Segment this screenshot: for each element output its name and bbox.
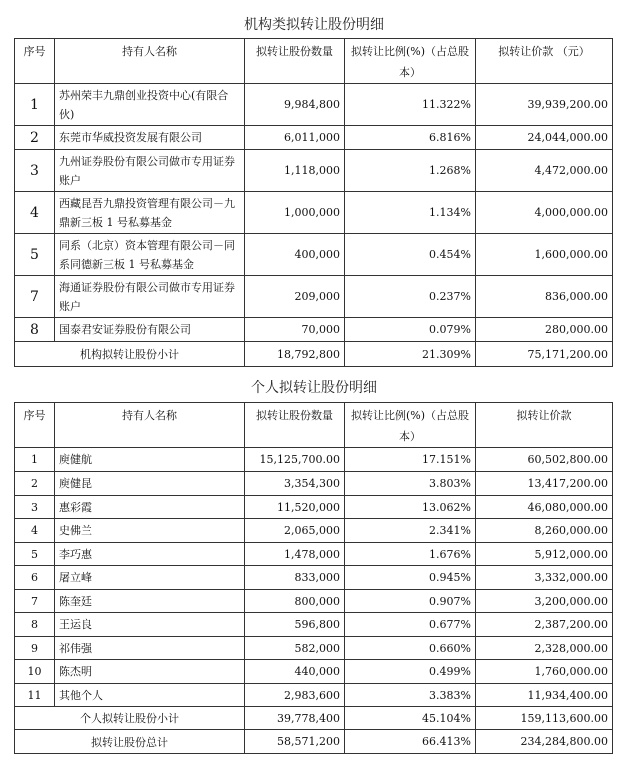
price-cell: 836,000.00	[476, 276, 613, 318]
col-header-holder: 持有人名称	[55, 39, 245, 84]
row-number: 2	[15, 126, 55, 150]
row-number: 8	[15, 318, 55, 342]
table-row	[15, 276, 613, 318]
shares-cell: 3,354,300	[245, 472, 345, 496]
holder-name: 同系（北京）资本管理有限公司－同系同德新三板 1 号私募基金	[55, 234, 245, 276]
row-number: 4	[15, 192, 55, 234]
price-cell: 60,502,800.00	[476, 448, 613, 472]
holder-name: 李巧惠	[55, 543, 245, 566]
col-header-price: 拟转让价款	[476, 403, 613, 448]
shares-cell: 6,011,000	[245, 126, 345, 150]
table-row	[15, 613, 613, 637]
price-cell: 280,000.00	[476, 318, 613, 342]
total-label: 拟转让股份总计	[15, 730, 245, 754]
table-row	[15, 84, 613, 126]
holder-name: 西藏昆吾九鼎投资管理有限公司－九鼎新三板 1 号私募基金	[55, 192, 245, 234]
table-row	[15, 472, 613, 496]
holder-name: 王运良	[55, 613, 245, 637]
table-row	[15, 192, 613, 234]
row-number: 6	[15, 566, 55, 590]
holder-name: 屠立峰	[55, 566, 245, 590]
col-header-shares: 拟转让股份数量	[245, 39, 345, 84]
shares-cell: 209,000	[245, 276, 345, 318]
shares-cell: 1,118,000	[245, 150, 345, 192]
row-number: 5	[15, 234, 55, 276]
ratio-cell: 0.499%	[345, 660, 476, 684]
holder-name: 九州证券股份有限公司做市专用证券账户	[55, 150, 245, 192]
price-cell: 4,000,000.00	[476, 192, 613, 234]
holder-name: 惠彩霞	[55, 496, 245, 519]
ratio-cell: 1.134%	[345, 192, 476, 234]
holder-name: 国泰君安证券股份有限公司	[55, 318, 245, 342]
row-number: 1	[15, 448, 55, 472]
individual-section-title: 个人拟转让股份明细	[251, 380, 377, 396]
price-cell: 2,387,200.00	[476, 613, 613, 637]
shares-cell: 1,478,000	[245, 543, 345, 566]
price-cell: 24,044,000.00	[476, 126, 613, 150]
ratio-cell: 1.268%	[345, 150, 476, 192]
ratio-cell: 11.322%	[345, 84, 476, 126]
table-row	[15, 660, 613, 684]
holder-name: 东莞市华威投资发展有限公司	[55, 126, 245, 150]
price-cell: 3,200,000.00	[476, 590, 613, 613]
subtotal-row	[15, 707, 613, 730]
ratio-cell: 0.660%	[345, 637, 476, 660]
shares-cell: 582,000	[245, 637, 345, 660]
price-cell: 4,472,000.00	[476, 150, 613, 192]
table-row	[15, 590, 613, 613]
row-number: 10	[15, 660, 55, 684]
price-cell: 5,912,000.00	[476, 543, 613, 566]
row-number: 9	[15, 637, 55, 660]
table-row	[15, 519, 613, 543]
table-row	[15, 318, 613, 342]
table-row	[15, 448, 613, 472]
table-row	[15, 684, 613, 707]
table-row	[15, 150, 613, 192]
price-cell: 13,417,200.00	[476, 472, 613, 496]
price-cell: 3,332,000.00	[476, 566, 613, 590]
shares-cell: 1,000,000	[245, 192, 345, 234]
ratio-cell: 0.079%	[345, 318, 476, 342]
price-cell: 39,939,200.00	[476, 84, 613, 126]
ratio-cell: 1.676%	[345, 543, 476, 566]
subtotal-price: 75,171,200.00	[476, 342, 613, 367]
subtotal-ratio: 21.309%	[345, 342, 476, 367]
total-ratio: 66.413%	[345, 730, 476, 754]
ratio-cell: 0.237%	[345, 276, 476, 318]
subtotal-shares: 39,778,400	[245, 707, 345, 730]
col-header-price: 拟转让价款 （元）	[476, 39, 613, 84]
row-number: 11	[15, 684, 55, 707]
row-number: 7	[15, 590, 55, 613]
subtotal-shares: 18,792,800	[245, 342, 345, 367]
ratio-cell: 0.677%	[345, 613, 476, 637]
table-header-row	[15, 403, 613, 448]
row-number: 5	[15, 543, 55, 566]
shares-cell: 800,000	[245, 590, 345, 613]
ratio-cell: 2.341%	[345, 519, 476, 543]
subtotal-row	[15, 342, 613, 367]
holder-name: 陈杰明	[55, 660, 245, 684]
table-row	[15, 496, 613, 519]
total-price: 234,284,800.00	[476, 730, 613, 754]
table-row	[15, 234, 613, 276]
shares-cell: 15,125,700.00	[245, 448, 345, 472]
shares-cell: 2,983,600	[245, 684, 345, 707]
price-cell: 8,260,000.00	[476, 519, 613, 543]
ratio-cell: 6.816%	[345, 126, 476, 150]
ratio-cell: 13.062%	[345, 496, 476, 519]
table-row	[15, 126, 613, 150]
row-number: 8	[15, 613, 55, 637]
row-number: 1	[15, 84, 55, 126]
shares-cell: 9,984,800	[245, 84, 345, 126]
price-cell: 11,934,400.00	[476, 684, 613, 707]
col-header-no: 序号	[15, 39, 55, 84]
total-row	[15, 730, 613, 754]
holder-name: 其他个人	[55, 684, 245, 707]
holder-name: 庾健昆	[55, 472, 245, 496]
individual-table	[14, 402, 613, 754]
col-header-shares: 拟转让股份数量	[245, 403, 345, 448]
total-shares: 58,571,200	[245, 730, 345, 754]
price-cell: 2,328,000.00	[476, 637, 613, 660]
holder-name: 祁伟强	[55, 637, 245, 660]
col-header-ratio: 拟转让比例(%)（占总股本）	[345, 39, 476, 84]
table-header-row	[15, 39, 613, 84]
holder-name: 苏州荣丰九鼎创业投资中心(有限合伙)	[55, 84, 245, 126]
ratio-cell: 3.803%	[345, 472, 476, 496]
subtotal-price: 159,113,600.00	[476, 707, 613, 730]
shares-cell: 2,065,000	[245, 519, 345, 543]
shares-cell: 440,000	[245, 660, 345, 684]
table-row	[15, 637, 613, 660]
subtotal-ratio: 45.104%	[345, 707, 476, 730]
row-number: 3	[15, 150, 55, 192]
row-number: 4	[15, 519, 55, 543]
ratio-cell: 0.454%	[345, 234, 476, 276]
ratio-cell: 0.945%	[345, 566, 476, 590]
holder-name: 海通证券股份有限公司做市专用证券账户	[55, 276, 245, 318]
col-header-holder: 持有人名称	[55, 403, 245, 448]
holder-name: 陈奎廷	[55, 590, 245, 613]
holder-name: 史佛兰	[55, 519, 245, 543]
ratio-cell: 3.383%	[345, 684, 476, 707]
institutional-table	[14, 38, 613, 367]
institutional-section-title: 机构类拟转让股份明细	[244, 17, 384, 33]
col-header-ratio: 拟转让比例(%)（占总股本）	[345, 403, 476, 448]
row-number: 7	[15, 276, 55, 318]
holder-name: 庾健航	[55, 448, 245, 472]
shares-cell: 11,520,000	[245, 496, 345, 519]
price-cell: 1,760,000.00	[476, 660, 613, 684]
shares-cell: 596,800	[245, 613, 345, 637]
price-cell: 46,080,000.00	[476, 496, 613, 519]
table-row	[15, 543, 613, 566]
ratio-cell: 17.151%	[345, 448, 476, 472]
price-cell: 1,600,000.00	[476, 234, 613, 276]
subtotal-label: 个人拟转让股份小计	[15, 707, 245, 730]
row-number: 2	[15, 472, 55, 496]
row-number: 3	[15, 496, 55, 519]
subtotal-label: 机构拟转让股份小计	[15, 342, 245, 367]
col-header-no: 序号	[15, 403, 55, 448]
shares-cell: 70,000	[245, 318, 345, 342]
table-row	[15, 566, 613, 590]
shares-cell: 400,000	[245, 234, 345, 276]
ratio-cell: 0.907%	[345, 590, 476, 613]
shares-cell: 833,000	[245, 566, 345, 590]
